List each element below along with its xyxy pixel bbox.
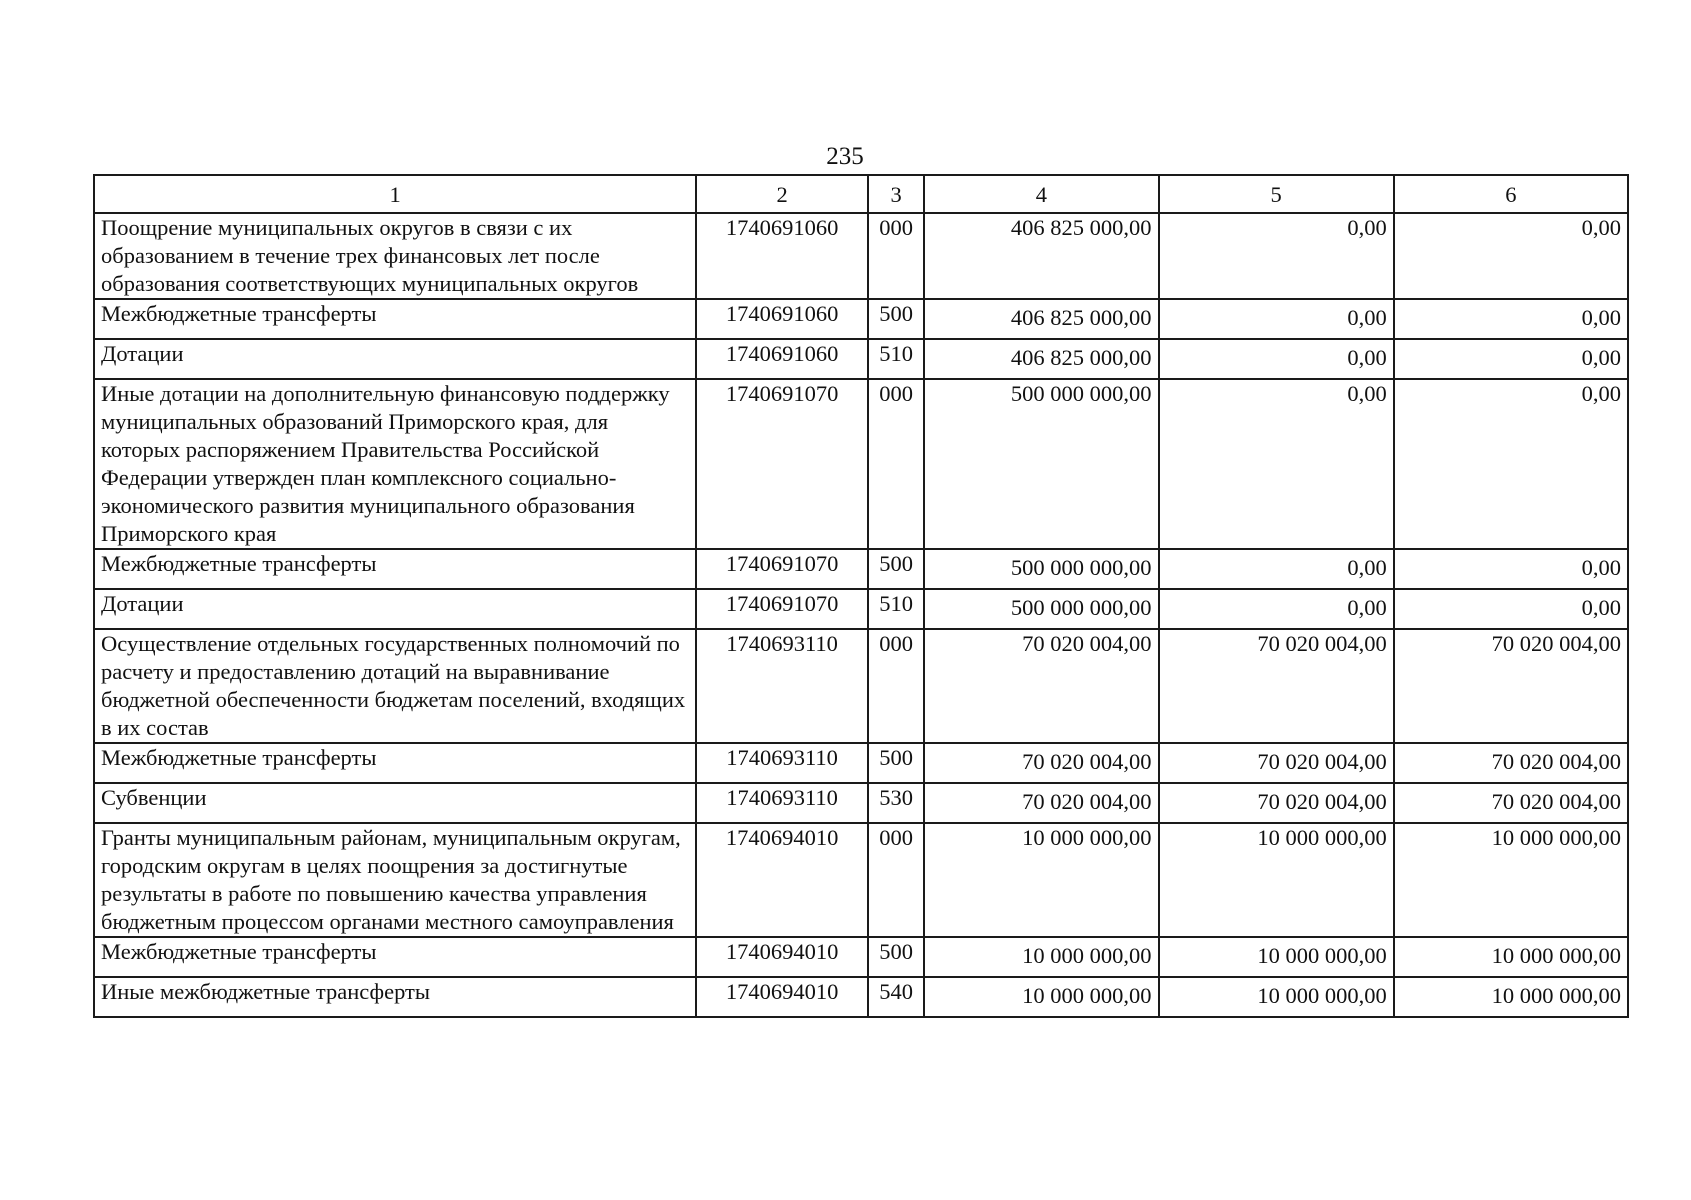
row-vr-code: 000 [868, 823, 924, 937]
table-row [94, 379, 1628, 549]
row-amount-col6: 70 020 004,00 [1394, 743, 1628, 783]
row-amount-col6: 70 020 004,00 [1394, 629, 1628, 743]
row-csr-code: 1740691070 [696, 379, 868, 549]
row-amount-col5: 0,00 [1159, 379, 1394, 549]
row-amount-col6: 0,00 [1394, 549, 1628, 589]
row-vr-code: 500 [868, 549, 924, 589]
row-amount-col4: 10 000 000,00 [924, 937, 1158, 977]
budget-table [93, 174, 1629, 1018]
row-name: Межбюджетные трансферты [94, 549, 696, 589]
row-vr-code: 510 [868, 339, 924, 379]
row-amount-col6: 0,00 [1394, 589, 1628, 629]
row-amount-col4: 70 020 004,00 [924, 743, 1158, 783]
row-amount-col5: 70 020 004,00 [1159, 629, 1394, 743]
row-csr-code: 1740693110 [696, 743, 868, 783]
header-col-3: 3 [868, 175, 924, 213]
row-vr-code: 540 [868, 977, 924, 1017]
row-vr-code: 500 [868, 299, 924, 339]
row-vr-code: 000 [868, 629, 924, 743]
row-vr-code: 500 [868, 937, 924, 977]
row-amount-col4: 406 825 000,00 [924, 299, 1158, 339]
table-row [94, 977, 1628, 1017]
row-name: Межбюджетные трансферты [94, 937, 696, 977]
row-name: Поощрение муниципальных округов в связи с их образованием в течение трех финансовых лет после образования соответствующих муниципальных округов [94, 213, 696, 299]
row-amount-col5: 10 000 000,00 [1159, 977, 1394, 1017]
row-csr-code: 1740691070 [696, 549, 868, 589]
table-row [94, 299, 1628, 339]
row-amount-col4: 10 000 000,00 [924, 823, 1158, 937]
table-row [94, 549, 1628, 589]
table-row [94, 213, 1628, 299]
table-row [94, 589, 1628, 629]
row-amount-col6: 0,00 [1394, 213, 1628, 299]
row-csr-code: 1740691070 [696, 589, 868, 629]
row-amount-col4: 406 825 000,00 [924, 339, 1158, 379]
row-name: Осуществление отдельных государственных полномочий по расчету и предоставлению дотаций на выравнивание бюджетной обеспеченности бюджетам поселений, входящих в их состав [94, 629, 696, 743]
row-name: Межбюджетные трансферты [94, 743, 696, 783]
row-amount-col4: 406 825 000,00 [924, 213, 1158, 299]
row-amount-col6: 10 000 000,00 [1394, 823, 1628, 937]
row-amount-col5: 0,00 [1159, 589, 1394, 629]
row-amount-col6: 0,00 [1394, 379, 1628, 549]
table-row [94, 339, 1628, 379]
row-amount-col4: 500 000 000,00 [924, 549, 1158, 589]
row-name: Иные межбюджетные трансферты [94, 977, 696, 1017]
page-number: 235 [826, 143, 864, 170]
row-amount-col6: 10 000 000,00 [1394, 977, 1628, 1017]
row-name: Дотации [94, 589, 696, 629]
table-row [94, 743, 1628, 783]
table-row [94, 823, 1628, 937]
table-row [94, 629, 1628, 743]
row-amount-col4: 70 020 004,00 [924, 783, 1158, 823]
header-col-6: 6 [1394, 175, 1628, 213]
row-amount-col4: 70 020 004,00 [924, 629, 1158, 743]
row-name: Субвенции [94, 783, 696, 823]
row-amount-col5: 70 020 004,00 [1159, 783, 1394, 823]
header-row [94, 175, 1628, 213]
row-amount-col5: 0,00 [1159, 549, 1394, 589]
row-name: Иные дотации на дополнительную финансовую поддержку муниципальных образований Приморского края, для которых распоряжением Правительства Российской Федерации утвержден план комплексного социально-экономического развития муниципального образования Приморского края [94, 379, 696, 549]
row-vr-code: 510 [868, 589, 924, 629]
row-amount-col4: 500 000 000,00 [924, 589, 1158, 629]
row-vr-code: 000 [868, 213, 924, 299]
row-csr-code: 1740694010 [696, 937, 868, 977]
header-col-4: 4 [924, 175, 1158, 213]
row-name: Дотации [94, 339, 696, 379]
header-col-5: 5 [1159, 175, 1394, 213]
row-vr-code: 530 [868, 783, 924, 823]
row-csr-code: 1740691060 [696, 299, 868, 339]
row-csr-code: 1740691060 [696, 339, 868, 379]
row-name: Межбюджетные трансферты [94, 299, 696, 339]
row-amount-col5: 10 000 000,00 [1159, 823, 1394, 937]
table-row [94, 937, 1628, 977]
table-row [94, 783, 1628, 823]
row-amount-col5: 10 000 000,00 [1159, 937, 1394, 977]
row-amount-col5: 70 020 004,00 [1159, 743, 1394, 783]
row-amount-col5: 0,00 [1159, 339, 1394, 379]
row-amount-col6: 70 020 004,00 [1394, 783, 1628, 823]
row-csr-code: 1740693110 [696, 629, 868, 743]
row-amount-col4: 10 000 000,00 [924, 977, 1158, 1017]
row-name: Гранты муниципальным районам, муниципальным округам, городским округам в целях поощрения за достигнутые результаты в работе по повышению качества управления бюджетным процессом органами местного самоуправления [94, 823, 696, 937]
row-amount-col5: 0,00 [1159, 213, 1394, 299]
header-col-2: 2 [696, 175, 868, 213]
header-col-1: 1 [94, 175, 696, 213]
row-vr-code: 500 [868, 743, 924, 783]
row-csr-code: 1740694010 [696, 977, 868, 1017]
row-amount-col6: 10 000 000,00 [1394, 937, 1628, 977]
row-amount-col6: 0,00 [1394, 339, 1628, 379]
row-amount-col5: 0,00 [1159, 299, 1394, 339]
row-amount-col6: 0,00 [1394, 299, 1628, 339]
row-vr-code: 000 [868, 379, 924, 549]
row-amount-col4: 500 000 000,00 [924, 379, 1158, 549]
row-csr-code: 1740693110 [696, 783, 868, 823]
row-csr-code: 1740691060 [696, 213, 868, 299]
row-csr-code: 1740694010 [696, 823, 868, 937]
